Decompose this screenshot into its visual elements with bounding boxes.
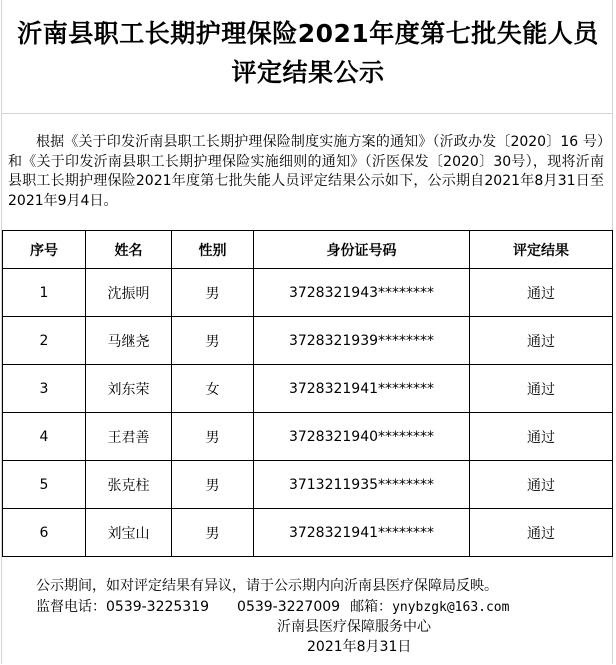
cell-result: 通过 — [470, 365, 613, 413]
cell-gender: 男 — [172, 461, 254, 509]
issuing-organization: 沂南县医疗保障服务中心 — [277, 619, 431, 635]
results-table — [2, 230, 613, 557]
objection-notice: 公示期间，如对评定结果有异议，请于公示期内向沂南县医疗保障局反映。 — [36, 578, 498, 594]
header-result: 评定结果 — [470, 231, 613, 269]
cell-index: 3 — [3, 365, 86, 413]
table-row — [3, 317, 613, 365]
cell-name: 张克柱 — [86, 461, 172, 509]
cell-name: 刘东荣 — [86, 365, 172, 413]
cell-result: 通过 — [470, 413, 613, 461]
cell-id-number: 3728321939******** — [254, 317, 470, 365]
header-gender: 性别 — [172, 231, 254, 269]
cell-name: 马继尧 — [86, 317, 172, 365]
issue-date: 2021年8月31日 — [307, 639, 412, 655]
cell-result: 通过 — [470, 461, 613, 509]
cell-index: 5 — [3, 461, 86, 509]
email-label: 邮箱： — [350, 599, 393, 615]
cell-id-number: 3713211935******** — [254, 461, 470, 509]
email-address: ynybzgk@163.com — [392, 600, 510, 615]
cell-gender: 男 — [172, 317, 254, 365]
cell-gender: 男 — [172, 269, 254, 317]
cell-index: 6 — [3, 509, 86, 557]
table-row — [3, 365, 613, 413]
cell-id-number: 3728321943******** — [254, 269, 470, 317]
cell-name: 沈振明 — [86, 269, 172, 317]
cell-gender: 男 — [172, 509, 254, 557]
table-row — [3, 461, 613, 509]
phone-number: 0539-3227009 — [237, 599, 341, 615]
cell-id-number: 3728321941******** — [254, 509, 470, 557]
cell-index: 1 — [3, 269, 86, 317]
cell-result: 通过 — [470, 317, 613, 365]
contact-label: 监督电话： — [36, 599, 106, 615]
divider — [2, 113, 613, 114]
page-title: 沂南县职工长期护理保险2021年度第七批失能人员评定结果公示 — [17, 19, 599, 87]
cell-result: 通过 — [470, 269, 613, 317]
table-header-row — [3, 231, 613, 269]
cell-gender: 女 — [172, 365, 254, 413]
cell-name: 王君善 — [86, 413, 172, 461]
table-row — [3, 413, 613, 461]
contact-line — [36, 597, 509, 618]
table-row — [3, 509, 613, 557]
header-id-number: 身份证号码 — [254, 231, 470, 269]
intro-paragraph: 根据《关于印发沂南县职工长期护理保险制度实施方案的通知》（沂政办发〔2020〕16 号）和《关于印发沂南县职工长期护理保险实施细则的通知》（沂医保发〔2020〕30号），现将沂南县职工长期护理保险2021年度第七批失能人员评定结果公示如下，公示期自2021年8月31日至2021年9月4日。 — [8, 134, 604, 209]
cell-index: 2 — [3, 317, 86, 365]
phone-number: 0539-3225319 — [106, 599, 210, 615]
cell-gender: 男 — [172, 413, 254, 461]
cell-id-number: 3728321940******** — [254, 413, 470, 461]
cell-name: 刘宝山 — [86, 509, 172, 557]
cell-id-number: 3728321941******** — [254, 365, 470, 413]
cell-index: 4 — [3, 413, 86, 461]
cell-result: 通过 — [470, 509, 613, 557]
header-name: 姓名 — [86, 231, 172, 269]
table-row — [3, 269, 613, 317]
header-index: 序号 — [3, 231, 86, 269]
